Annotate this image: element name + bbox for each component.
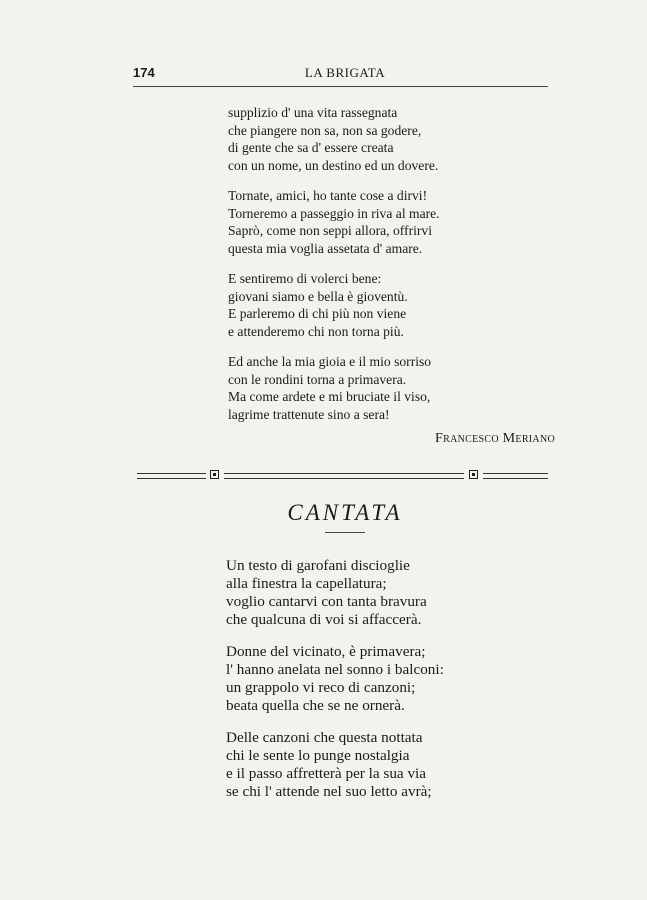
- verse: che qualcuna di voi si affaccerà.: [226, 611, 422, 628]
- poem1-stanza-2: [228, 187, 440, 257]
- poem-title: CANTATA: [287, 500, 403, 525]
- verse: di gente che sa d' essere creata: [228, 140, 394, 155]
- title-rule: [325, 532, 365, 533]
- verse: con le rondini torna a primavera.: [228, 371, 407, 387]
- poem1-stanza-1: [228, 104, 438, 174]
- poem2-stanza-3: [226, 729, 432, 801]
- poem1-stanza-3: [228, 270, 408, 340]
- author-signature: Francesco Meriano: [435, 431, 555, 446]
- verse: voglio cantarvi con tanta bravura: [226, 593, 427, 610]
- poem2-stanza-1: [226, 557, 427, 629]
- verse: un grappolo vi reco di canzoni;: [226, 679, 416, 696]
- verse: Tornate, amici, ho tante cose a dirvi!: [228, 188, 428, 203]
- verse: Donne del vicinato, è primavera;: [226, 643, 426, 660]
- verse: lagrime trattenute sino a sera!: [228, 406, 390, 422]
- verse: chi le sente lo punge nostalgia: [226, 747, 410, 764]
- verse: beata quella che se ne ornerà.: [226, 697, 405, 714]
- poem1-stanza-4: [228, 353, 431, 423]
- verse: Saprò, come non seppi allora, offrirvi: [228, 223, 432, 238]
- ornament-icon: [210, 470, 219, 479]
- verse: E sentiremo di volerci bene:: [228, 271, 382, 286]
- divider-line: [483, 473, 548, 479]
- header-rule: [133, 86, 548, 87]
- verse: Delle canzoni che questa nottata: [226, 729, 423, 746]
- verse: Ed anche la mia gioia e il mio sorriso: [228, 354, 432, 369]
- verse: che piangere non sa, non sa godere,: [228, 122, 422, 138]
- verse: e il passo affretterà per la sua via: [226, 765, 427, 782]
- verse: supplizio d' una vita rassegnata: [228, 105, 398, 120]
- verse: Un testo di garofani discioglie: [226, 557, 410, 574]
- verse: Ma come ardete e mi bruciate il viso,: [228, 389, 431, 404]
- verse: E parleremo di chi più non viene: [228, 306, 407, 321]
- verse: e attenderemo chi non torna più.: [228, 323, 404, 339]
- divider-line: [137, 473, 206, 479]
- divider-line: [224, 473, 464, 479]
- verse: Torneremo a passeggio in riva al mare.: [228, 205, 440, 221]
- verse: se chi l' attende nel suo letto avrà;: [226, 783, 432, 800]
- verse: questa mia voglia assetata d' amare.: [228, 240, 423, 256]
- page-number: 174: [133, 65, 155, 80]
- verse: giovani siamo e bella è gioventù.: [228, 288, 408, 304]
- ornament-icon: [469, 470, 478, 479]
- verse: l' hanno anelata nel sonno i balconi:: [226, 661, 444, 678]
- poem2-stanza-2: [226, 643, 444, 715]
- running-title: LA BRIGATA: [304, 65, 386, 80]
- verse: alla finestra la capellatura;: [226, 575, 387, 592]
- verse: con un nome, un destino ed un dovere.: [228, 157, 439, 173]
